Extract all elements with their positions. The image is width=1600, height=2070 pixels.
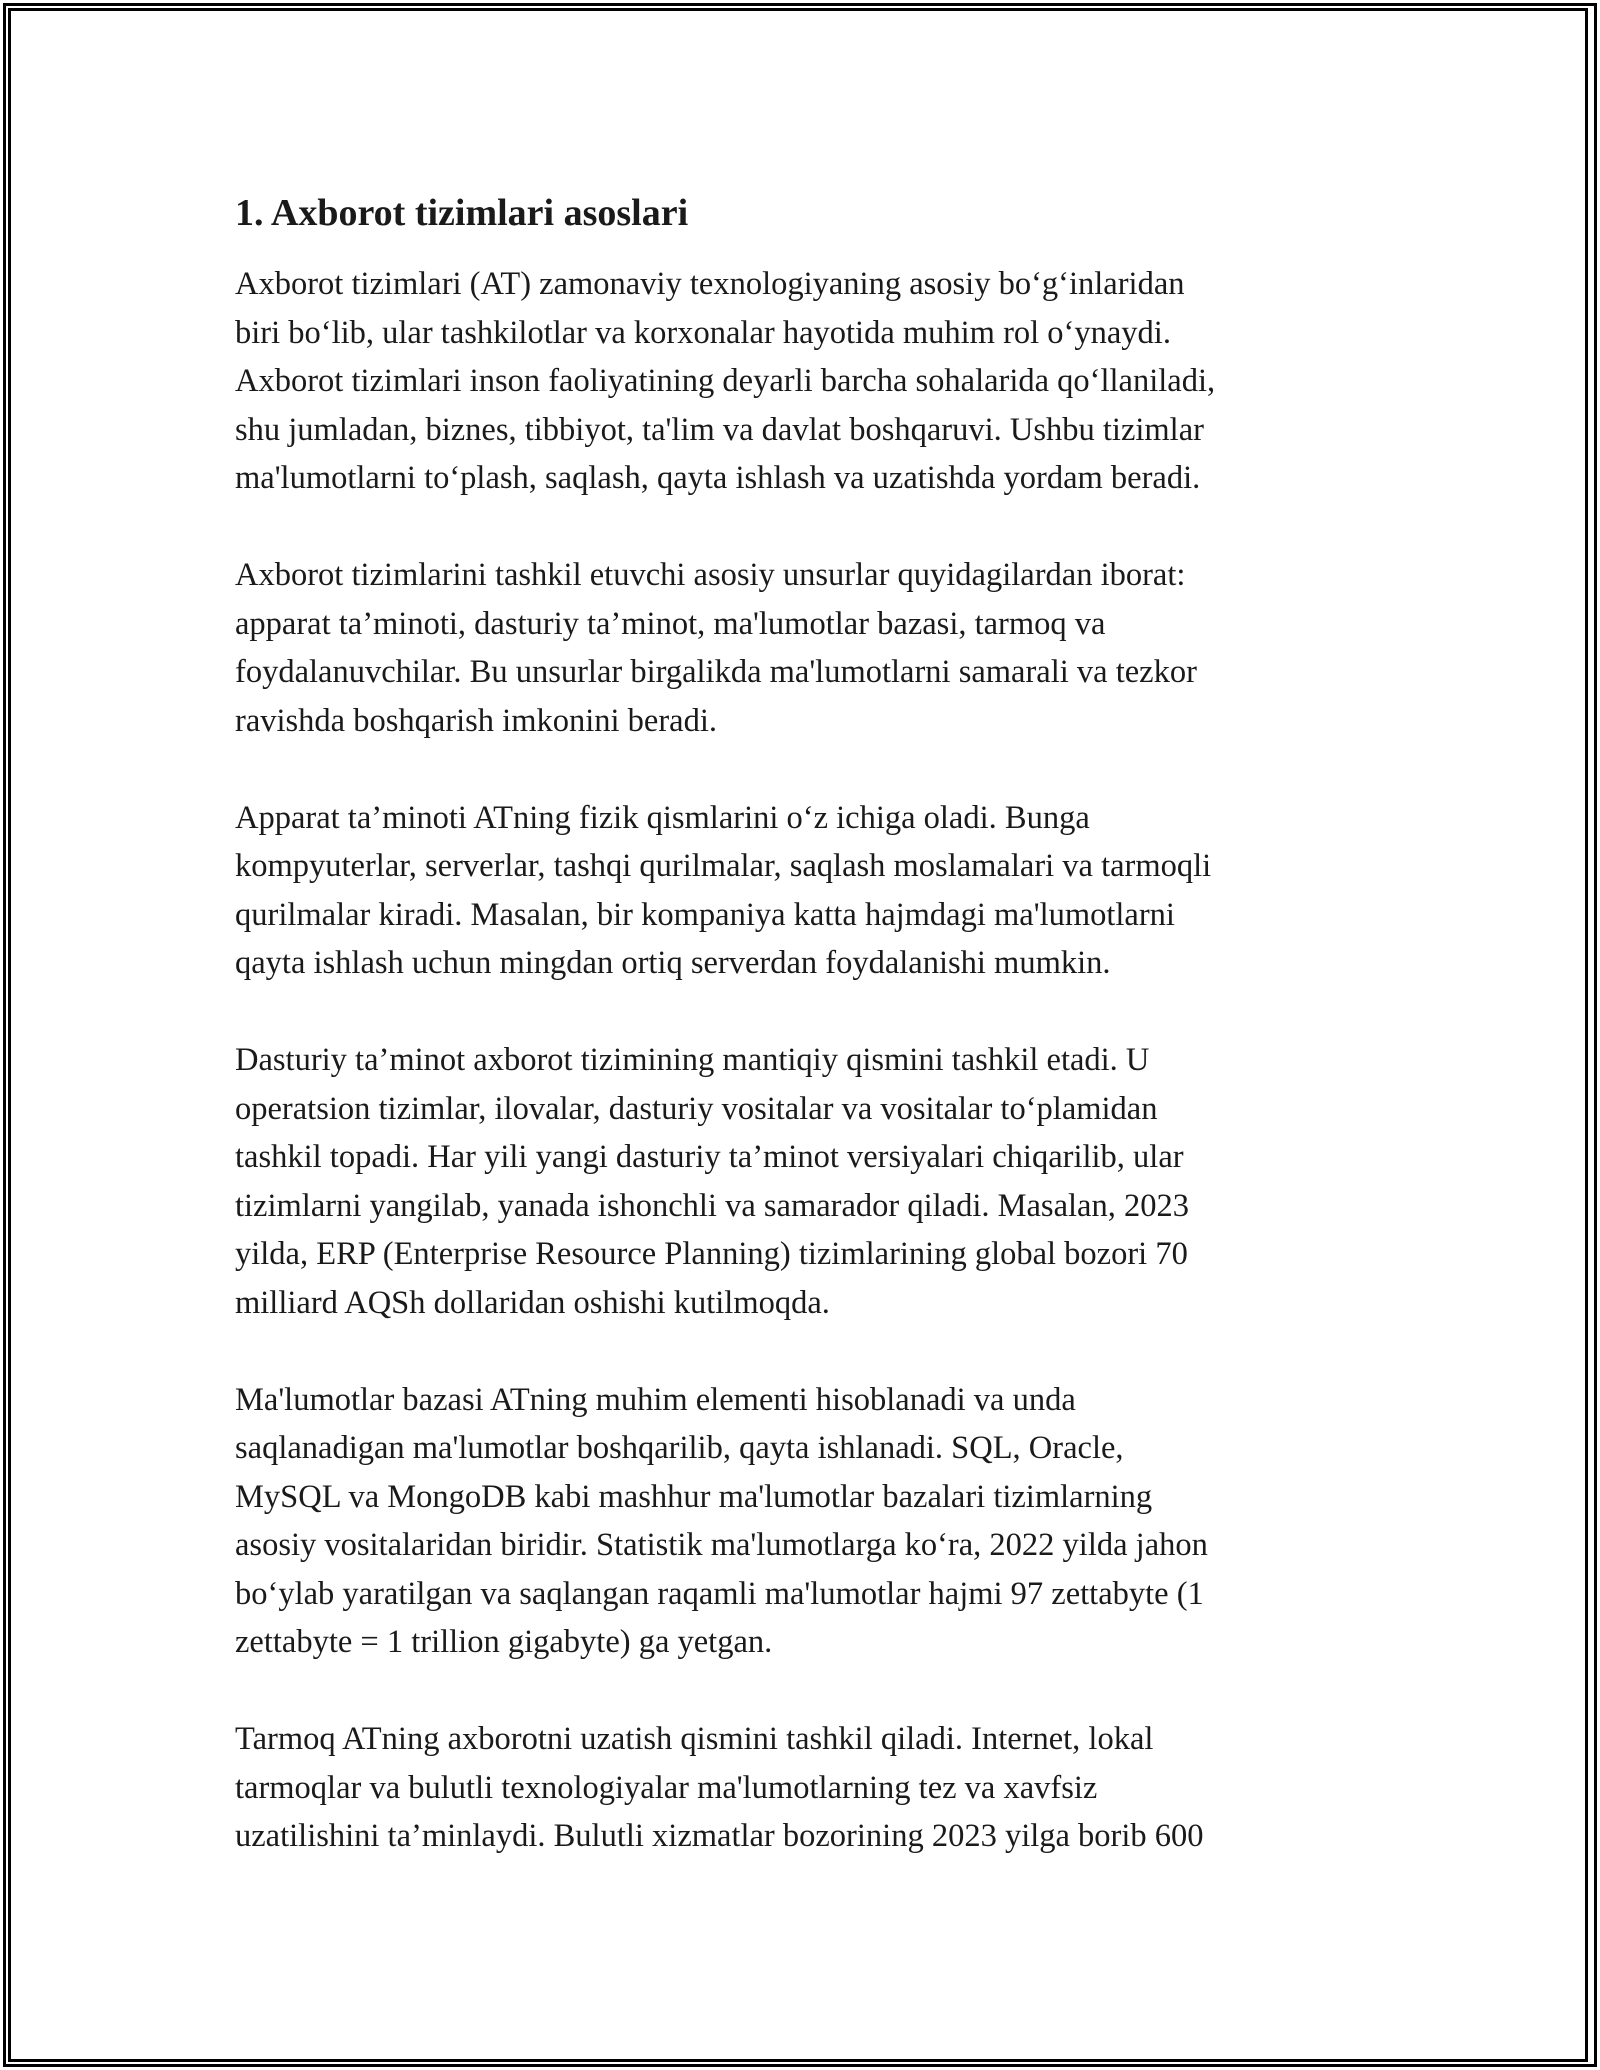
paragraph-intro: Axborot tizimlari (AT) zamonaviy texnologiyaning asosiy bo‘g‘inlaridan biri bo‘lib, ular tashkilotlar va korxonalar hayotida muhim rol o‘ynaydi. Axborot tizimlari inson faoliyatining deyarli barcha sohalarida qo‘llaniladi, shu jumladan, biznes, tibbiyot, ta'lim va davlat boshqaruvi. Ushbu tizimlar ma'lumotlarni to‘plash, saqlash, qayta ishlash va uzatishda yordam beradi. xyxy=(235,266,1216,496)
paragraph-database: Ma'lumotlar bazasi ATning muhim elementi hisoblanadi va unda saqlanadigan ma'lumotlar boshqarilib, qayta ishlanadi. SQL, Oracle, MySQL va MongoDB kabi mashhur ma'lumotlar bazalari tizimlarning asosiy vositalaridan biridir. Statistik ma'lumotlarga ko‘ra, 2022 yilda jahon bo‘ylab yaratilgan va saqlangan raqamli ma'lumotlar hajmi 97 zettabyte (1 zettabyte = 1 trillion gigabyte) ga yetgan. xyxy=(235,1381,1208,1660)
document-body xyxy=(235,188,1355,1909)
section-heading: 1. Axborot tizimlari asoslari xyxy=(235,192,689,234)
paragraph-components: Axborot tizimlarini tashkil etuvchi asosiy unsurlar quyidagilardan iborat: apparat ta’minoti, dasturiy ta’minot, ma'lumotlar bazasi, tarmoq va foydalanuvchilar. Bu unsurlar birgalikda ma'lumotlarni samarali va tezkor ravishda boshqarish imkonini beradi. xyxy=(235,557,1197,739)
paragraph-network: Tarmoq ATning axborotni uzatish qismini tashkil qiladi. Internet, lokal tarmoqlar va bulutli texnologiyalar ma'lumotlarning tez va xavfsiz uzatilishini ta’minlaydi. Bulutli xizmatlar bozorining 2023 yilga borib 600 xyxy=(235,1721,1204,1854)
paragraph-software: Dasturiy ta’minot axborot tizimining mantiqiy qismini tashkil etadi. U operatsion tizimlar, ilovalar, dasturiy vositalar va vositalar to‘plamidan tashkil topadi. Har yili yangi dasturiy ta’minot versiyalari chiqarilib, ular tizimlarni yangilab, yanada ishonchli va samarador qiladi. Masalan, 2023 yilda, ERP (Enterprise Resource Planning) tizimlarining global bozori 70 milliard AQSh dollaridan oshishi kutilmoqda. xyxy=(235,1042,1189,1321)
paragraph-hardware: Apparat ta’minoti ATning fizik qismlarini o‘z ichiga oladi. Bunga kompyuterlar, serverlar, tashqi qurilmalar, saqlash moslamalari va tarmoqli qurilmalar kiradi. Masalan, bir kompaniya katta hajmdagi ma'lumotlarni qayta ishlash uchun mingdan ortiq serverdan foydalanishi mumkin. xyxy=(235,799,1212,981)
